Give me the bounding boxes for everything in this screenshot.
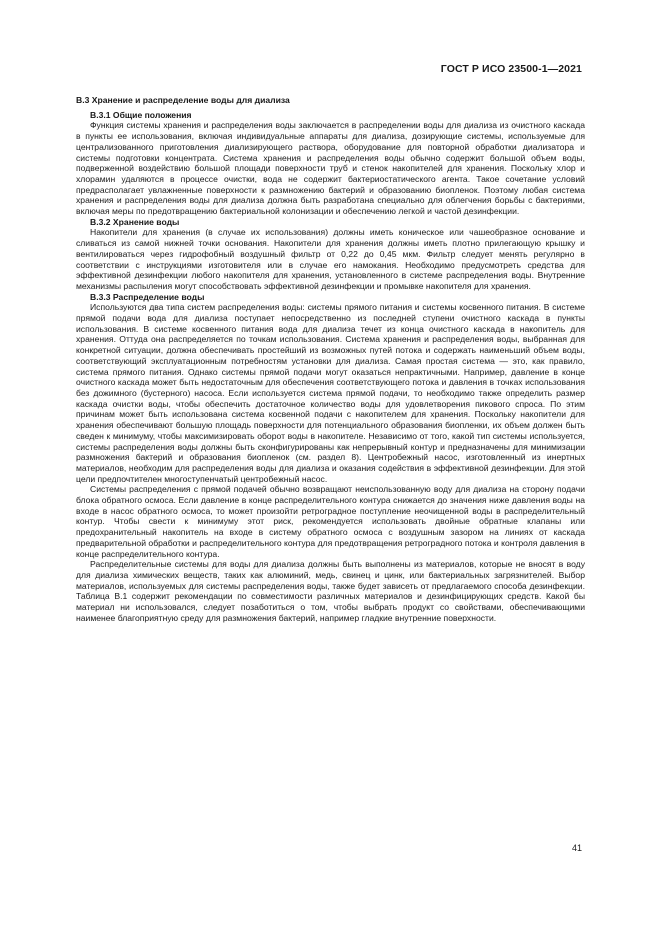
paragraph-storage: Накопители для хранения (в случае их использования) должны иметь коническое или чашеобразное основание и сливаться из самой нижней точки основания. Накопители для хранения должны иметь плотно прилегающую крышку и вентилироваться через гидрофобный воздушный фильтр от 0,22 до 0,45 мкм. Фильтр следует менять регулярно в соответствии с инструкциями изготовителя или в случае его намокания. Необходимо предусмотреть средства для эффективной дезинфекции любого накопителя для хранения, установленного в системе распределения воды. Внутренние механизмы распыления могут способствовать эффективной дезинфекции и промывке накопителя для хранения.: [76, 227, 585, 291]
section-title: В.3 Хранение и распределение воды для диализа: [76, 95, 290, 105]
subsection-title-general: В.3.1 Общие положения: [90, 109, 192, 120]
paragraph-distribution-2: Системы распределения с прямой подачей обычно возвращают неиспользованную воду для диализа на сторону подачи блока обратного осмоса. Если давление в конце распределительного контура снижается до значения ниже давления воды на входе в насос обратного осмоса, то может произойти ретроградное поступление неочищенной воды в распределительный контур. Чтобы свести к минимуму этот риск, рекомендуется использовать двойные обратные клапаны или предохранительный накопитель на входе в систему обратного осмоса с воздушным зазором на линиях от каскада предварительной обработки и распределительного контура для предотвращения ретроградного потока и контроля давления в конце распределительного контура.: [76, 484, 585, 559]
document-body: [76, 95, 585, 623]
paragraph-distribution-3: Распределительные системы для воды для диализа должны быть выполнены из материалов, которые не вносят в воду для диализа химических веществ, таких как алюминий, медь, свинец и цинк, или бактериальных загрязнителей. Выбор материалов, используемых для системы распределения воды, также будет зависеть от предлагаемого способа дезинфекции. Таблица В.1 содержит рекомендации по совместимости различных материалов и дезинфицирующих средств. Какой бы материал ни использовался, следует позаботиться о том, чтобы выбрать продукт со свойствами, обеспечивающими наименее благоприятную среду для размножения бактерий, например гладкие внутренние поверхности.: [76, 559, 585, 623]
subsection-title-storage: В.3.2 Хранение воды: [90, 216, 180, 227]
paragraph-distribution-1: Используются два типа систем распределения воды: системы прямого питания и системы косвенного питания. В системе прямой подачи вода для диализа поступает непосредственно из последней ступени очистного каскада в пункты использования. В системе косвенного питания вода для диализа течет из конца очистного каскада в накопитель для хранения. Оттуда она распределяется по точкам использования. Система хранения и распределения воды, выбранная для конкретной ситуации, должна обеспечивать простейший из возможных путей потока и содержать наименьший объем воды, соответствующий эксплуатационным потребностям установки для диализа. Самая простая система — это, как правило, система прямого питания. Однако системы прямой подачи могут оказаться непрактичными. Например, давление в конце очистного каскада может быть недостаточным для обеспечения соответствующего потока и давления в точках использования без дожимного (бустерного) насоса. Если используется система прямой подачи, то необходимо также определить размер каскада очистки воды, чтобы обеспечить достаточное количество воды для удовлетворения пикового спроса. По этим причинам может быть использована система косвенной подачи с накопителем для хранения. Поскольку накопители для хранения обеспечивают большую площадь поверхности для потенциального образования биопленки, их объем должен быть сведен к минимуму, чтобы максимизировать оборот воды в накопителе. Независимо от того, какой тип системы используется, системы распределения воды должны быть сконфигурированы как непрерывный контур и предназначены для минимизации размножения бактерий и образования биопленок (см. раздел 8). Центробежный насос, изготовленный из инертных материалов, необходим для распределения воды для диализа и оказания содействия в эффективной дезинфекции. Для этой цели предпочтителен многоступенчатый центробежный насос.: [76, 302, 585, 484]
page-number: 41: [571, 843, 582, 853]
standard-header: ГОСТ Р ИСО 23500-1—2021: [440, 63, 582, 75]
paragraph-general: Функция системы хранения и распределения воды заключается в распределении воды для диализа из очистного каскада в пункты ее использования, включая индивидуальные аппараты для диализа, дозирующие системы, используемые для централизованного приготовления диализирующего раствора, оборудование для повторной обработки диализатора и системы подготовки концентрата. Система хранения и распределения воды обычно содержит большой объем воды, подверженной воздействию большой площади поверхности труб и стенок накопителей для хранения. Поскольку хлор и хлорамин удаляются в процессе очистки, вода не содержит бактериостатического агента. Такое сочетание условий предрасполагает увлажненные поверхности к размножению бактерий и образованию биопленок. Поэтому любая система хранения и распределения воды для диализа должна быть разработана специально для облегчения борьбы с бактериями, включая меры по предотвращению бактериальной колонизации и обеспечению легкой и частой дезинфекции.: [76, 120, 585, 217]
subsection-title-distribution: В.3.3 Распределение воды: [90, 291, 205, 302]
